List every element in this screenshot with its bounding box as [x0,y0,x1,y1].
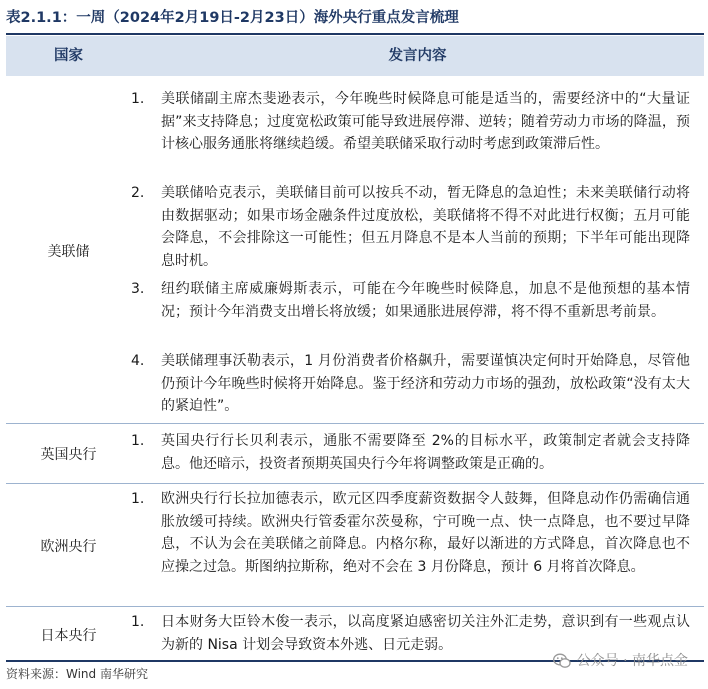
item-text: 美联储理事沃勒表示，1 月份消费者价格飙升，需要谨慎决定何时开始降息，尽管他仍预计今年晚些时候将开始降息。鉴于经济和劳动力市场的强劲，放松政策“没有太大的紧迫性”。 [161,353,690,415]
header-content: 发言内容 [388,48,447,64]
list-item [131,182,704,272]
section-ecb [6,488,704,603]
list-item [131,88,704,178]
source-note: 资料来源：Wind 南华研究 [6,667,148,681]
list-item [131,278,704,348]
watermark [553,651,688,671]
item-text: 美联储副主席杰斐逊表示，今年晚些时候降息可能是适当的，需要经济中的“大量证据”来支持降息；过度宽松政策可能导致进展停滞、逆转；随着劳动力市场的降温，预计核心服务通胀将继续趋缓。希望美联储采取行动时考虑到政策滞后性。 [161,91,690,153]
item-number: 1. [131,614,145,630]
watermark-text: 公众号 · 南华点金 [576,653,688,669]
section-boe [6,430,704,478]
row-separator [6,483,704,484]
item-number: 3. [131,281,145,297]
item-text: 美联储哈克表示，美联储目前可以按兵不动，暂无降息的急迫性；未来美联储行动将由数据驱动；如果市场金融条件过度放松，美联储将不得不对此进行权衡；五月可能会降息，不会排除这一可能性；但五月降息不是本人当前的预期；下半年可能出现降息时机。 [161,185,690,270]
item-number: 1. [131,491,145,507]
item-text: 日本财务大臣铃木俊一表示，以高度紧迫感密切关注外汇走势，意识到有一些观点认为新的 Nisa 计划会导致资本外逃、日元走弱。 [161,614,690,653]
country-label: 欧洲央行 [40,538,97,555]
list-item [131,488,704,603]
row-separator [6,606,704,607]
country-label: 美联储 [47,243,90,260]
item-text: 英国央行行长贝利表示，通胀不需要降至 2%的目标水平，政策制定者就会支持降息。他还暗示，投资者预期英国央行今年将调整政策是正确的。 [161,433,690,472]
country-label: 英国央行 [40,447,97,463]
top-rule [6,33,704,35]
item-text: 纽约联储主席威廉姆斯表示，可能在今年晚些时候降息，加息不是他预想的基本情况；预计今年消费支出增长将放缓；如果通胀进展停滞，将不得不重新思考前景。 [161,281,690,320]
item-text: 欧洲央行行长拉加德表示，欧元区四季度薪资数据令人鼓舞，但降息动作仍需确信通胀放缓可持续。欧洲央行管委霍尔茨曼称，宁可晚一点、快一点降息，也不要过早降息，不认为会在美联储之前降息。内格尔称，最好以渐进的方式降息，首次降息也不应操之过急。斯图纳拉斯称，绝对不会在 3 月份降息，预计 6 月将首次降息。 [161,491,690,576]
country-label: 日本央行 [40,628,97,644]
item-number: 1. [131,91,145,107]
list-item [131,350,704,420]
item-number: 1. [131,433,145,449]
item-number: 4. [131,353,145,369]
row-separator [6,423,704,424]
wechat-icon [553,653,571,669]
item-number: 2. [131,185,145,201]
section-fed [6,88,704,413]
table-title: 表2.1.1：一周（2024年2月19日-2月23日）海外央行重点发言梳理 [6,10,459,26]
list-item [131,430,704,478]
header-country: 国家 [54,48,83,64]
